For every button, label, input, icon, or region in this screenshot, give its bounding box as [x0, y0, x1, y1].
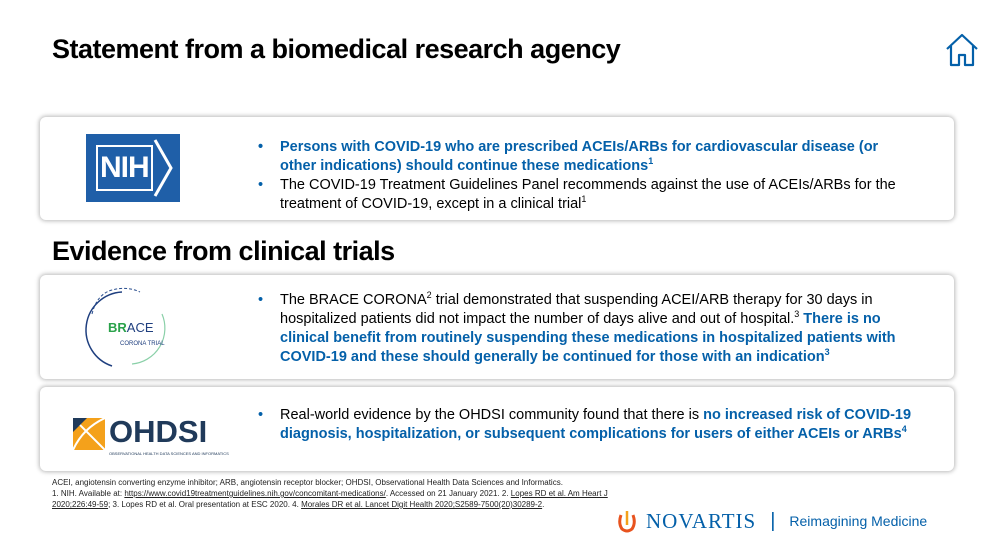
page-title: Statement from a biomedical research agency	[52, 34, 621, 64]
brand-name: NOVARTIS	[646, 509, 757, 533]
references: 1. NIH. Available at: https://www.covid19treatmentguidelines.nih.gov/concomitant-medications/. Accessed on 21 January 2021. 2. Lopes RD et al. Am Heart J 2020;226:49-59; 3. Lopes RD et al. Oral presentation at ESC 2020. 4. Morales DR et al. Lancet Digit Health 2020;S2589-7500(20)30289-2.	[52, 489, 608, 509]
ohdsi-bullets	[256, 406, 926, 444]
brace-logo: BRACE CORONA TRIAL	[82, 284, 182, 374]
abbreviations: ACEI, angiotensin converting enzyme inhibitor; ARB, angiotensin receptor blocker; OHDSI, Observational Health Data Sciences and Informatics.	[52, 478, 563, 487]
brace-bullets	[256, 291, 926, 367]
ohdsi-logo: OHDSI OBSERVATIONAL HEALTH DATA SCIENCES AND INFORMATICS	[73, 414, 229, 456]
reference-link-4[interactable]: Morales DR et al. Lancet Digit Health 2020;S2589-7500(20)30289-2	[301, 500, 543, 509]
nih-bullet-1: • Persons with COVID-19 who are prescribed ACEIs/ARBs for cardiovascular disease (or other indications) should continue these medications$^1$	[256, 138, 896, 176]
brace-bullet: • The BRACE CORONA$^2$ trial demonstrated that suspending ACEI/ARB therapy for 30 days in hospitalized patients did not impact the number of days alive and out of hospital.$^3$ There is no clinical benefit from routinely suspending these medications in hospitalized patients with COVID-19 and these should generally be continued for those with an indication$^3$	[256, 291, 926, 367]
reference-link-2[interactable]: Lopes RD et al. Am Heart J 2020;226:49-59	[52, 489, 608, 509]
ohdsi-bullet: • Real-world evidence by the OHDSI community found that there is no increased risk of COVID-19 diagnosis, hospitalization, or subsequent complications for users of either ACEIs or ARBs$^4$	[256, 406, 926, 444]
brand-divider: |	[770, 510, 776, 532]
nih-logo: NIH	[86, 134, 180, 202]
home-icon[interactable]	[944, 32, 980, 68]
novartis-logo	[616, 508, 927, 534]
nih-bullet-2: • The COVID-19 Treatment Guidelines Panel recommends against the use of ACEIs/ARBs for the treatment of COVID-19, except in a clinical trial$^1$	[256, 176, 896, 214]
nih-bullets	[256, 138, 896, 214]
section-title: Evidence from clinical trials	[52, 236, 395, 266]
footnotes	[52, 477, 612, 510]
brand-tagline: Reimagining Medicine	[789, 513, 928, 529]
reference-link-1[interactable]: https://www.covid19treatmentguidelines.nih.gov/concomitant-medications/	[124, 489, 386, 498]
novartis-flame-icon	[616, 509, 638, 533]
